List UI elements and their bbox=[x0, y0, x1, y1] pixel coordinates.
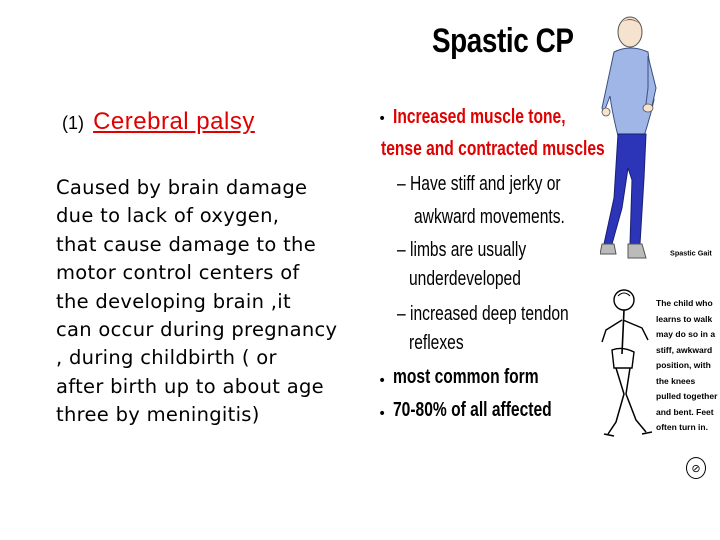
sub-item-stiff-line2: awkward movements. bbox=[414, 206, 565, 228]
sub-item-limbs-line1: – limbs are usually bbox=[397, 239, 527, 261]
bullet-icon: • bbox=[378, 373, 387, 389]
caption-line: may do so in a bbox=[656, 329, 716, 339]
caption-line: position, with bbox=[656, 360, 711, 370]
description-line: due to lack of oxygen, bbox=[56, 204, 280, 228]
description-text bbox=[56, 174, 376, 430]
slide-number-badge: ⊘ bbox=[686, 457, 706, 479]
caption-line: stiff, awkward bbox=[656, 344, 713, 355]
child-walking-caption bbox=[656, 296, 717, 436]
description-line: that cause damage to the bbox=[56, 232, 317, 256]
bullet-icon: • bbox=[378, 406, 387, 422]
item-muscle-tone-line2: tense and contracted muscles bbox=[381, 138, 605, 160]
description-line: the developing brain ,it bbox=[56, 289, 291, 313]
caption-line: learns to walk bbox=[656, 313, 713, 324]
sub-item-tendon-line1: – increased deep tendon bbox=[397, 303, 569, 325]
caption-line: pulled together bbox=[656, 391, 718, 401]
description-line: motor control centers of bbox=[56, 261, 300, 285]
spastic-gait-figure bbox=[600, 8, 710, 270]
caption-line: The child who bbox=[656, 298, 713, 308]
item-muscle-tone-line1: Increased muscle tone, bbox=[393, 106, 566, 128]
caption-line: and bent. Feet bbox=[656, 406, 714, 417]
child-walking-figure bbox=[594, 284, 664, 444]
sub-item-limbs-line2: underdeveloped bbox=[409, 268, 521, 290]
description-line: , during childbirth ( or bbox=[56, 346, 277, 370]
bullet-icon: • bbox=[378, 111, 387, 127]
description-line: Caused by brain damage bbox=[56, 176, 308, 199]
description-line: after birth up to about age bbox=[56, 374, 324, 398]
caption-line: the knees bbox=[656, 375, 696, 386]
heading-number: (1) bbox=[62, 113, 84, 133]
description-line: three by meningitis) bbox=[56, 403, 260, 427]
spastic-gait-caption: Spastic Gait bbox=[670, 248, 712, 258]
sub-item-stiff-line1: – Have stiff and jerky or bbox=[397, 173, 561, 195]
description-line: can occur during pregnancy bbox=[56, 318, 338, 342]
item-most-common: most common form bbox=[393, 366, 539, 388]
caption-line: often turn in. bbox=[656, 422, 708, 432]
spastic-cp-title: Spastic CP bbox=[432, 22, 574, 60]
item-percentage: 70-80% of all affected bbox=[393, 399, 552, 421]
heading-title: Cerebral palsy bbox=[93, 108, 255, 135]
heading bbox=[62, 108, 255, 136]
sub-item-tendon-line2: reflexes bbox=[409, 332, 464, 354]
